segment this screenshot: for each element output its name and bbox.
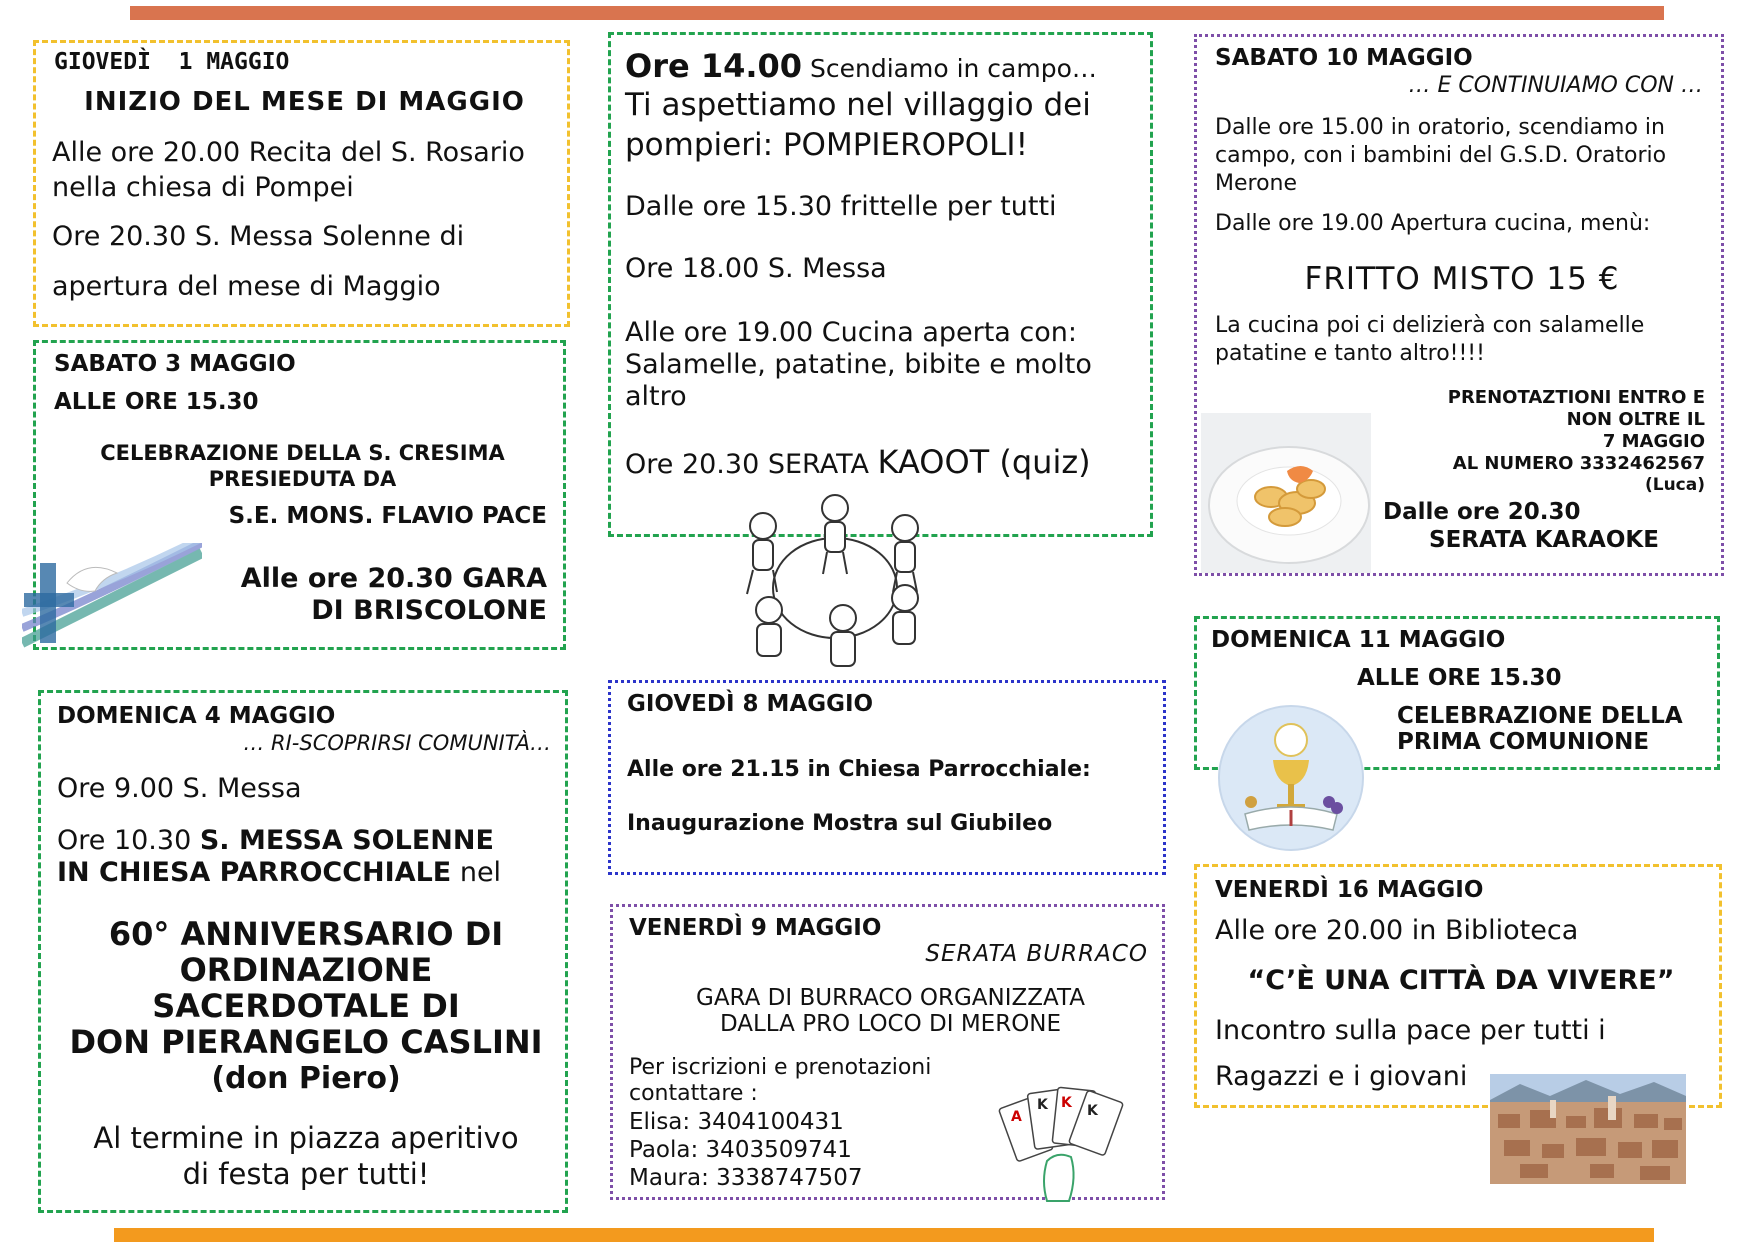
event-date: SABATO 3 MAGGIO <box>54 351 296 377</box>
event-subtitle: … E CONTINUIAMO CON … <box>1408 73 1703 98</box>
event-line: Al termine in piazza aperitivo <box>93 1121 519 1155</box>
event-line: pompieri: POMPIEROPOLI! <box>625 127 1028 163</box>
event-line: La cucina poi ci delizierà con salamelle <box>1215 313 1645 338</box>
event-line: patatine e tanto altro!!!! <box>1215 341 1485 366</box>
event-line: Incontro sulla pace per tutti i <box>1215 1015 1606 1046</box>
event-line: apertura del mese di Maggio <box>52 271 441 302</box>
event-subtitle: SERATA BURRACO <box>925 941 1148 967</box>
event-line: GARA DI BURRACO ORGANIZZATA <box>696 985 1085 1011</box>
event-line: Ore 20.30 S. Messa Solenne di <box>52 221 465 252</box>
anniversary-line: DON PIERANGELO CASLINI <box>69 1023 543 1061</box>
anniversary-line: 60° ANNIVERSARIO DI <box>108 915 504 953</box>
event-line: Alle ore 20.00 in Biblioteca <box>1215 915 1579 946</box>
event-line: Ore 18.00 S. Messa <box>625 253 887 284</box>
reservation-line: AL NUMERO 3332462567 <box>1452 453 1705 474</box>
event-subtitle: … RI-SCOPRIRSI COMUNITÀ… <box>243 731 551 755</box>
event-may10 <box>1194 34 1724 576</box>
event-line: Alle ore 20.30 GARA <box>240 563 547 594</box>
event-date: GIOVEDÌ 1 MAGGIO <box>54 49 290 75</box>
event-pompieropoli <box>608 32 1153 537</box>
event-line: Merone <box>1215 171 1298 196</box>
event-time: ALLE ORE 15.30 <box>1357 665 1562 691</box>
event-line: Ore 14.00 Scendiamo in campo… <box>625 47 1097 85</box>
event-may8 <box>608 680 1166 875</box>
event-line: CELEBRAZIONE DELLA S. CRESIMA <box>100 441 505 465</box>
contact-line: Maura: 3338747507 <box>629 1165 863 1191</box>
event-may9 <box>610 904 1165 1200</box>
event-line: S.E. MONS. FLAVIO PACE <box>228 503 547 529</box>
event-may16 <box>1194 864 1722 1108</box>
event-line: Alle ore 19.00 Cucina aperta con: <box>625 317 1077 348</box>
event-title: “C’È UNA CITTÀ DA VIVERE” <box>1247 965 1675 996</box>
contact-line: Elisa: 3404100431 <box>629 1109 844 1135</box>
event-may4 <box>38 690 568 1213</box>
anniversary-line: ORDINAZIONE <box>179 951 433 989</box>
event-line: DI BRISCOLONE <box>311 595 547 626</box>
event-line: campo, con i bambini del G.S.D. Oratorio <box>1215 143 1667 168</box>
menu-price: FRITTO MISTO 15 € <box>1304 261 1620 297</box>
event-line: Alle ore 21.15 in Chiesa Parrocchiale: <box>627 757 1091 782</box>
chalice-icon <box>1217 704 1365 852</box>
event-time: ALLE ORE 15.30 <box>54 389 259 415</box>
event-line: DALLA PRO LOCO DI MERONE <box>719 1011 1062 1037</box>
svg-text:K: K <box>1061 1095 1072 1111</box>
contact-line: Paola: 3403509741 <box>629 1137 852 1163</box>
event-line: Salamelle, patatine, bibite e molto <box>625 349 1092 380</box>
top-bar <box>130 6 1664 20</box>
children-circle-icon <box>735 488 935 678</box>
event-date: VENERDÌ 9 MAGGIO <box>629 915 882 941</box>
event-date: SABATO 10 MAGGIO <box>1215 45 1473 71</box>
reservation-line: PRENOTAZTIONI ENTRO E <box>1447 387 1705 408</box>
svg-text:A: A <box>1011 1109 1022 1125</box>
contact-line: Per iscrizioni e prenotazioni <box>629 1055 932 1080</box>
city-photo-icon <box>1490 1074 1686 1184</box>
event-line: IN CHIESA PARROCCHIALE nel <box>57 857 502 888</box>
karaoke-line: Dalle ore 20.30 <box>1383 499 1581 525</box>
event-line: Dalle ore 15.30 frittelle per tutti <box>625 191 1057 222</box>
playing-cards-icon <box>997 1081 1137 1211</box>
event-line: Ore 9.00 S. Messa <box>57 773 302 804</box>
event-line: di festa per tutti! <box>182 1157 430 1191</box>
anniversary-line: SACERDOTALE DI <box>152 987 460 1025</box>
event-line: Dalle ore 15.00 in oratorio, scendiamo in <box>1215 115 1665 140</box>
svg-text:K: K <box>1037 1097 1048 1113</box>
reservation-line: 7 MAGGIO <box>1602 431 1705 452</box>
event-may1 <box>33 40 570 327</box>
event-date: VENERDÌ 16 MAGGIO <box>1215 877 1484 903</box>
event-line: PRIMA COMUNIONE <box>1397 729 1650 755</box>
svg-text:K: K <box>1087 1103 1098 1119</box>
event-line: Alle ore 20.00 Recita del S. Rosario nella chiesa di Pompei <box>52 137 525 203</box>
dove-icon <box>22 543 202 653</box>
anniversary-line: (don Piero) <box>211 1061 401 1096</box>
event-may3 <box>33 340 566 650</box>
event-line: PRESIEDUTA DA <box>208 467 397 491</box>
event-line: Dalle ore 19.00 Apertura cucina, menù: <box>1215 211 1651 236</box>
event-title: INIZIO DEL MESE DI MAGGIO <box>84 87 525 117</box>
karaoke-line: SERATA KARAOKE <box>1429 527 1659 553</box>
event-line: altro <box>625 381 687 412</box>
event-line: Inaugurazione Mostra sul Giubileo <box>627 811 1053 836</box>
event-line: Ragazzi e i giovani <box>1215 1061 1468 1092</box>
bottom-bar <box>114 1228 1654 1242</box>
event-date: DOMENICA 11 MAGGIO <box>1211 627 1506 653</box>
event-date: GIOVEDÌ 8 MAGGIO <box>627 691 874 717</box>
reservation-line: NON OLTRE IL <box>1566 409 1705 430</box>
event-line: Ore 20.30 SERATA KAOOT (quiz) <box>625 443 1091 481</box>
contact-line: contattare : <box>629 1081 758 1106</box>
reservation-line: (Luca) <box>1644 475 1705 495</box>
event-line: Ti aspettiamo nel villaggio dei <box>625 87 1091 123</box>
event-line: CELEBRAZIONE DELLA <box>1397 703 1683 729</box>
fried-food-plate-icon <box>1201 413 1371 573</box>
event-date: DOMENICA 4 MAGGIO <box>57 703 336 729</box>
event-line: Ore 10.30 S. MESSA SOLENNE <box>57 825 494 856</box>
